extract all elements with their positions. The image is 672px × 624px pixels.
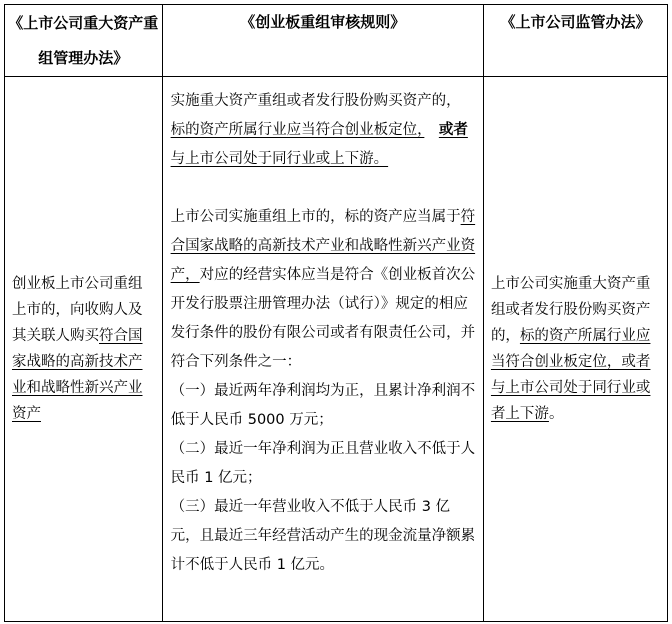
body-row [5,77,668,622]
header-col1: 《上市公司重大资产重组管理办法》 [5,5,163,77]
col2-item-1: （一）最近两年净利润均为正，且累计净利润不低于人民币 5000 万元； [170,383,476,428]
col1-text: 创业板上市公司重组上市的，向收购人及其关联人购买 [12,276,143,344]
col2-underlined-b: 与上市公司处于同行业或上下游。 [170,151,389,167]
col3-text: 上市公司实施重大资产重组或者发行股份购买资产的， [490,276,651,344]
col2-underlined-a: 标的资产所属行业应当符合创业板定位， [170,122,425,138]
col2-bold-or: 或者 [438,122,468,138]
header-row [5,5,668,77]
col3-cell: 上市公司实施重大资产重组或者发行股份购买资产的，标的资产所属行业应当符合创业板定位，或者与上市公司处于同行业或者上下游。 [483,77,667,622]
col2-cell [162,77,483,622]
header-col2: 《创业板重组审核规则》 [162,5,483,77]
comparison-table [4,4,668,622]
col2-item-3: （三）最近一年营业收入不低于人民币 3 亿元，且最近三年经营活动产生的现金流量净额累计不低于人民币 1 亿元。 [170,499,476,573]
col2-underlined-c: 符合国家战略的高新技术产业和战略性新兴产业资产， [170,209,476,283]
col2-paragraph-2: 上市公司实施重组上市的，标的资产应当属于符合国家战略的高新技术产业和战略性新兴产业资产，对应的经营实体应当是符合《创业板首次公开发行股票注册管理办法（试行）》规定的相应发行条件的股份有限公司或者有限责任公司，并符合下列条件之一： [170,209,476,370]
col2-paragraph-1: 实施重大资产重组或者发行股份购买资产的， 标的资产所属行业应当符合创业板定位， 或者与上市公司处于同行业或上下游。 [170,93,468,167]
col2-item-2: （二）最近一年净利润为正且营业收入不低于人民币 1 亿元； [170,441,476,486]
col1-underlined-text: 符合国家战略的高新技术产业和战略性新兴产业资产 [12,328,143,422]
col1-cell [5,77,163,622]
col3-underlined-text: 标的资产所属行业应当符合创业板定位，或者与上市公司处于同行业或者上下游 [490,328,651,422]
header-col3: 《上市公司监管办法》 [483,5,667,77]
